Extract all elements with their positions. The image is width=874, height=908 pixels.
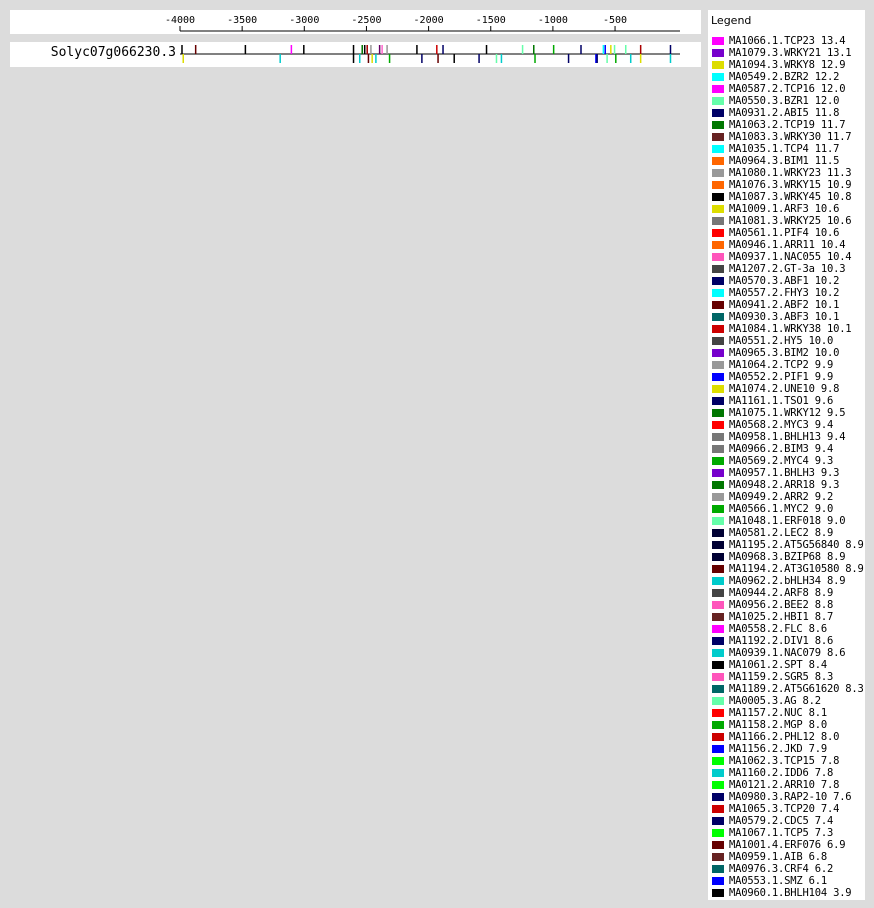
- binding-site-mark[interactable]: [478, 54, 480, 63]
- legend-label: MA0552.2.PIF1 9.9: [729, 371, 834, 383]
- legend-swatch: [712, 85, 724, 93]
- legend-panel: [708, 10, 865, 900]
- legend-item[interactable]: [712, 887, 864, 899]
- legend-item[interactable]: [712, 599, 864, 611]
- binding-site-mark[interactable]: [442, 45, 444, 54]
- legend-label: MA1076.3.WRKY15 10.9: [729, 179, 852, 191]
- legend-label: MA0964.3.BIM1 11.5: [729, 155, 840, 167]
- legend-swatch: [712, 445, 724, 453]
- legend-label: MA1063.2.TCP19 11.7: [729, 119, 846, 131]
- legend-item[interactable]: [712, 743, 864, 755]
- binding-site-mark[interactable]: [630, 54, 632, 63]
- legend-swatch: [712, 745, 724, 753]
- binding-site-mark[interactable]: [522, 45, 524, 54]
- legend-item[interactable]: [712, 407, 864, 419]
- binding-site-mark[interactable]: [359, 54, 361, 63]
- legend-swatch: [712, 673, 724, 681]
- legend-label: MA1156.2.JKD 7.9: [729, 743, 827, 755]
- legend-swatch: [712, 685, 724, 693]
- legend-label: MA1084.1.WRKY38 10.1: [729, 323, 852, 335]
- legend-label: MA1094.3.WRKY8 12.9: [729, 59, 846, 71]
- legend-label: MA1025.2.HBI1 8.7: [729, 611, 834, 623]
- legend-label: MA0956.2.BEE2 8.8: [729, 599, 834, 611]
- legend-label: MA0005.3.AG 8.2: [729, 695, 821, 707]
- legend-item[interactable]: [712, 191, 864, 203]
- legend-label: MA0587.2.TCP16 12.0: [729, 83, 846, 95]
- legend-item[interactable]: [712, 227, 864, 239]
- binding-site-mark[interactable]: [361, 45, 363, 54]
- legend-swatch: [712, 385, 724, 393]
- binding-site-mark[interactable]: [453, 54, 455, 63]
- legend-item[interactable]: [712, 203, 864, 215]
- legend-label: MA0980.3.RAP2-10 7.6: [729, 791, 852, 803]
- legend-swatch: [712, 601, 724, 609]
- axis-tick-label: -1000: [537, 15, 568, 26]
- binding-site-mark[interactable]: [353, 45, 355, 54]
- legend-swatch: [712, 469, 724, 477]
- legend-swatch: [712, 337, 724, 345]
- legend-label: MA1066.1.TCP23 13.4: [729, 35, 846, 47]
- legend-label: MA0557.2.FHY3 10.2: [729, 287, 840, 299]
- legend-swatch: [712, 121, 724, 129]
- axis-tick-label: -3000: [289, 15, 320, 26]
- legend-swatch: [712, 409, 724, 417]
- binding-site-mark[interactable]: [640, 45, 642, 54]
- binding-site-mark[interactable]: [670, 45, 672, 54]
- legend-item[interactable]: [712, 779, 864, 791]
- legend-label: MA0962.2.bHLH34 8.9: [729, 575, 846, 587]
- legend-swatch: [712, 217, 724, 225]
- legend-swatch: [712, 757, 724, 765]
- legend-item[interactable]: [712, 155, 864, 167]
- legend-label: MA0957.1.BHLH3 9.3: [729, 467, 840, 479]
- binding-site-mark[interactable]: [181, 45, 183, 54]
- legend-swatch: [712, 649, 724, 657]
- position-axis: [10, 10, 701, 34]
- binding-site-mark[interactable]: [279, 54, 281, 63]
- legend-swatch: [712, 145, 724, 153]
- binding-site-mark[interactable]: [303, 45, 305, 54]
- legend-item[interactable]: [712, 35, 864, 47]
- legend-swatch: [712, 397, 724, 405]
- legend-swatch: [712, 889, 724, 897]
- legend-label: MA1192.2.DIV1 8.6: [729, 635, 834, 647]
- legend-label: MA1048.1.ERF018 9.0: [729, 515, 846, 527]
- legend-swatch: [712, 205, 724, 213]
- legend-swatch: [712, 181, 724, 189]
- binding-site-mark[interactable]: [386, 45, 388, 54]
- binding-site-mark[interactable]: [640, 54, 642, 63]
- binding-site-mark[interactable]: [553, 45, 555, 54]
- legend-label: MA1075.1.WRKY12 9.5: [729, 407, 846, 419]
- legend-item[interactable]: [712, 347, 864, 359]
- legend-label: MA0569.2.MYC4 9.3: [729, 455, 834, 467]
- binding-site-mark[interactable]: [416, 45, 418, 54]
- legend-swatch: [712, 61, 724, 69]
- legend-swatch: [712, 529, 724, 537]
- legend-item[interactable]: [712, 323, 864, 335]
- legend-item[interactable]: [712, 383, 864, 395]
- binding-site-mark[interactable]: [534, 54, 536, 63]
- legend-item[interactable]: [712, 875, 864, 887]
- legend-label: MA0939.1.NAC079 8.6: [729, 647, 846, 659]
- binding-site-mark[interactable]: [437, 54, 439, 63]
- legend-item[interactable]: [712, 95, 864, 107]
- legend-swatch: [712, 73, 724, 81]
- binding-site-mark[interactable]: [364, 45, 366, 54]
- binding-site-mark[interactable]: [501, 54, 503, 63]
- legend-item[interactable]: [712, 419, 864, 431]
- legend-swatch: [712, 769, 724, 777]
- legend-swatch: [712, 553, 724, 561]
- legend-swatch: [712, 49, 724, 57]
- legend-swatch: [712, 265, 724, 273]
- legend-label: MA0549.2.BZR2 12.2: [729, 71, 840, 83]
- binding-site-mark[interactable]: [245, 45, 247, 54]
- legend-swatch: [712, 565, 724, 573]
- legend-item[interactable]: [712, 467, 864, 479]
- legend-swatch: [712, 109, 724, 117]
- legend-item[interactable]: [712, 443, 864, 455]
- legend-label: MA0948.2.ARR18 9.3: [729, 479, 840, 491]
- legend-swatch: [712, 157, 724, 165]
- legend-item[interactable]: [712, 179, 864, 191]
- legend-item[interactable]: [712, 143, 864, 155]
- legend-label: MA1207.2.GT-3a 10.3: [729, 263, 846, 275]
- legend-title: Legend: [711, 14, 752, 27]
- legend-swatch: [712, 313, 724, 321]
- binding-site-mark[interactable]: [195, 45, 197, 54]
- legend-swatch: [712, 709, 724, 717]
- axis-tick-label: -500: [603, 15, 628, 26]
- legend-item[interactable]: [712, 335, 864, 347]
- legend-item[interactable]: [712, 311, 864, 323]
- legend-swatch: [712, 361, 724, 369]
- legend-item[interactable]: [712, 707, 864, 719]
- binding-site-mark[interactable]: [375, 54, 377, 63]
- legend-swatch: [712, 493, 724, 501]
- legend-item[interactable]: [712, 167, 864, 179]
- legend-label: MA0550.3.BZR1 12.0: [729, 95, 840, 107]
- binding-site-mark[interactable]: [580, 45, 582, 54]
- legend-swatch: [712, 97, 724, 105]
- legend-label: MA0553.1.SMZ 6.1: [729, 875, 827, 887]
- legend-item[interactable]: [712, 803, 864, 815]
- legend-label: MA0968.3.BZIP68 8.9: [729, 551, 846, 563]
- legend-item[interactable]: [712, 287, 864, 299]
- gene-name-label: Solyc07g066230.3: [50, 45, 176, 60]
- legend-item[interactable]: [712, 59, 864, 71]
- legend-swatch: [712, 541, 724, 549]
- legend-item[interactable]: [712, 275, 864, 287]
- legend-swatch: [712, 277, 724, 285]
- legend-swatch: [712, 517, 724, 525]
- legend-label: MA0966.2.BIM3 9.4: [729, 443, 834, 455]
- legend-item[interactable]: [712, 767, 864, 779]
- legend-label: MA0937.1.NAC055 10.4: [729, 251, 852, 263]
- legend-swatch: [712, 733, 724, 741]
- binding-site-mark[interactable]: [614, 45, 616, 54]
- legend-item[interactable]: [712, 539, 864, 551]
- legend-label: MA0566.1.MYC2 9.0: [729, 503, 834, 515]
- legend-swatch: [712, 817, 724, 825]
- legend-item[interactable]: [712, 239, 864, 251]
- legend-item[interactable]: [712, 863, 864, 875]
- binding-site-mark[interactable]: [496, 54, 498, 63]
- legend-item[interactable]: [712, 839, 864, 851]
- legend-label: MA0946.1.ARR11 10.4: [729, 239, 846, 251]
- legend-label: MA1080.1.WRKY23 11.3: [729, 167, 852, 179]
- legend-item[interactable]: [712, 515, 864, 527]
- legend-swatch: [712, 241, 724, 249]
- legend-label: MA1157.2.NUC 8.1: [729, 707, 827, 719]
- legend-label: MA0121.2.ARR10 7.8: [729, 779, 840, 791]
- legend-label: MA0551.2.HY5 10.0: [729, 335, 834, 347]
- legend-item[interactable]: [712, 611, 864, 623]
- binding-site-mark[interactable]: [568, 54, 570, 63]
- legend-item[interactable]: [712, 131, 864, 143]
- legend-label: MA1166.2.PHL12 8.0: [729, 731, 840, 743]
- binding-site-mark[interactable]: [610, 45, 612, 54]
- binding-site-mark[interactable]: [533, 45, 535, 54]
- legend-item[interactable]: [712, 827, 864, 839]
- binding-site-mark[interactable]: [615, 54, 617, 63]
- legend-item[interactable]: [712, 695, 864, 707]
- legend-swatch: [712, 325, 724, 333]
- legend-swatch: [712, 829, 724, 837]
- legend-label: MA1062.3.TCP15 7.8: [729, 755, 840, 767]
- legend-item[interactable]: [712, 479, 864, 491]
- legend-label: MA0960.1.BHLH104 3.9: [729, 887, 852, 899]
- legend-item[interactable]: [712, 719, 864, 731]
- legend-label: MA1079.3.WRKY21 13.1: [729, 47, 852, 59]
- legend-label: MA1161.1.TSO1 9.6: [729, 395, 834, 407]
- legend-swatch: [712, 301, 724, 309]
- position-axis-panel: [10, 10, 701, 34]
- legend-label: MA0949.2.ARR2 9.2: [729, 491, 834, 503]
- legend-label: MA1064.2.TCP2 9.9: [729, 359, 834, 371]
- binding-site-mark[interactable]: [604, 45, 606, 54]
- legend-label: MA1160.2.IDD6 7.8: [729, 767, 834, 779]
- legend-label: MA0941.2.ABF2 10.1: [729, 299, 840, 311]
- legend-label: MA1065.3.TCP20 7.4: [729, 803, 840, 815]
- legend-item[interactable]: [712, 731, 864, 743]
- legend-label: MA1087.3.WRKY45 10.8: [729, 191, 852, 203]
- legend-swatch: [712, 229, 724, 237]
- legend-label: MA1159.2.SGR5 8.3: [729, 671, 834, 683]
- binding-site-mark[interactable]: [370, 45, 372, 54]
- axis-tick-label: -2000: [413, 15, 444, 26]
- legend-swatch: [712, 421, 724, 429]
- binding-site-mark[interactable]: [368, 54, 370, 63]
- legend-swatch: [712, 589, 724, 597]
- binding-site-mark[interactable]: [291, 45, 293, 54]
- binding-site-mark[interactable]: [670, 54, 672, 63]
- binding-site-mark[interactable]: [182, 54, 184, 63]
- legend-item[interactable]: [712, 755, 864, 767]
- gene-track-panel: [10, 42, 701, 67]
- legend-item[interactable]: [712, 671, 864, 683]
- binding-site-mark[interactable]: [436, 45, 438, 54]
- legend-item[interactable]: [712, 47, 864, 59]
- legend-item[interactable]: [712, 791, 864, 803]
- binding-site-mark[interactable]: [625, 45, 627, 54]
- binding-site-mark[interactable]: [596, 54, 598, 63]
- legend-label: MA0579.2.CDC5 7.4: [729, 815, 834, 827]
- legend-label: MA1009.1.ARF3 10.6: [729, 203, 840, 215]
- binding-site-mark[interactable]: [603, 45, 605, 54]
- legend-swatch: [712, 289, 724, 297]
- legend-label: MA0558.2.FLC 8.6: [729, 623, 827, 635]
- legend-swatch: [712, 781, 724, 789]
- binding-site-mark[interactable]: [379, 45, 381, 54]
- legend-item[interactable]: [712, 299, 864, 311]
- legend-swatch: [712, 373, 724, 381]
- legend-item[interactable]: [712, 263, 864, 275]
- axis-tick-label: -3500: [227, 15, 258, 26]
- legend-swatch: [712, 577, 724, 585]
- legend-swatch: [712, 133, 724, 141]
- legend-label: MA0965.3.BIM2 10.0: [729, 347, 840, 359]
- legend-label: MA0958.1.BHLH13 9.4: [729, 431, 846, 443]
- legend-swatch: [712, 481, 724, 489]
- legend-item[interactable]: [712, 395, 864, 407]
- axis-tick-label: -1500: [475, 15, 506, 26]
- legend-label: MA1001.4.ERF076 6.9: [729, 839, 846, 851]
- legend-swatch: [712, 253, 724, 261]
- legend-swatch: [712, 661, 724, 669]
- binding-site-mark[interactable]: [389, 54, 391, 63]
- legend-label: MA1061.2.SPT 8.4: [729, 659, 827, 671]
- legend-label: MA0959.1.AIB 6.8: [729, 851, 827, 863]
- axis-tick-label: -4000: [164, 15, 196, 26]
- binding-site-mark[interactable]: [353, 54, 355, 63]
- legend-swatch: [712, 613, 724, 621]
- legend-list: [712, 35, 864, 899]
- legend-item[interactable]: [712, 491, 864, 503]
- legend-label: MA0931.2.ABI5 11.8: [729, 107, 840, 119]
- legend-swatch: [712, 169, 724, 177]
- legend-swatch: [712, 37, 724, 45]
- legend-item[interactable]: [712, 647, 864, 659]
- legend-label: MA1081.3.WRKY25 10.6: [729, 215, 852, 227]
- legend-item[interactable]: [712, 359, 864, 371]
- legend-swatch: [712, 457, 724, 465]
- legend-item[interactable]: [712, 119, 864, 131]
- legend-item[interactable]: [712, 563, 864, 575]
- legend-swatch: [712, 193, 724, 201]
- legend-item[interactable]: [712, 527, 864, 539]
- legend-item[interactable]: [712, 215, 864, 227]
- legend-label: MA1189.2.AT5G61620 8.3: [729, 683, 864, 695]
- legend-swatch: [712, 625, 724, 633]
- legend-item[interactable]: [712, 431, 864, 443]
- axis-tick-label: -2500: [351, 15, 382, 26]
- legend-label: MA0568.2.MYC3 9.4: [729, 419, 834, 431]
- legend-label: MA1067.1.TCP5 7.3: [729, 827, 834, 839]
- legend-item[interactable]: [712, 503, 864, 515]
- legend-swatch: [712, 865, 724, 873]
- legend-swatch: [712, 805, 724, 813]
- legend-item[interactable]: [712, 107, 864, 119]
- legend-label: MA0570.3.ABF1 10.2: [729, 275, 840, 287]
- legend-swatch: [712, 721, 724, 729]
- binding-site-mark[interactable]: [421, 54, 423, 63]
- legend-item[interactable]: [712, 587, 864, 599]
- legend-item[interactable]: [712, 251, 864, 263]
- legend-item[interactable]: [712, 815, 864, 827]
- legend-item[interactable]: [712, 635, 864, 647]
- legend-item[interactable]: [712, 851, 864, 863]
- legend-label: MA1158.2.MGP 8.0: [729, 719, 827, 731]
- legend-swatch: [712, 349, 724, 357]
- legend-swatch: [712, 793, 724, 801]
- legend-item[interactable]: [712, 575, 864, 587]
- binding-site-mark[interactable]: [371, 54, 373, 63]
- legend-item[interactable]: [712, 371, 864, 383]
- legend-label: MA1083.3.WRKY30 11.7: [729, 131, 852, 143]
- binding-site-mark[interactable]: [606, 54, 608, 63]
- legend-swatch: [712, 637, 724, 645]
- binding-site-track: [10, 42, 701, 67]
- legend-item[interactable]: [712, 83, 864, 95]
- legend-swatch: [712, 877, 724, 885]
- legend-item[interactable]: [712, 683, 864, 695]
- legend-label: MA0561.1.PIF4 10.6: [729, 227, 840, 239]
- legend-label: MA0930.3.ABF3 10.1: [729, 311, 840, 323]
- legend-item[interactable]: [712, 71, 864, 83]
- binding-site-mark[interactable]: [366, 45, 368, 54]
- legend-swatch: [712, 433, 724, 441]
- legend-label: MA1194.2.AT3G10580 8.9: [729, 563, 864, 575]
- legend-swatch: [712, 505, 724, 513]
- legend-swatch: [712, 853, 724, 861]
- legend-label: MA0944.2.ARF8 8.9: [729, 587, 834, 599]
- legend-swatch: [712, 697, 724, 705]
- legend-item[interactable]: [712, 623, 864, 635]
- legend-label: MA1035.1.TCP4 11.7: [729, 143, 840, 155]
- binding-site-mark[interactable]: [381, 45, 383, 54]
- legend-label: MA0976.3.CRF4 6.2: [729, 863, 834, 875]
- legend-label: MA1074.2.UNE10 9.8: [729, 383, 840, 395]
- legend-item[interactable]: [712, 455, 864, 467]
- legend-label: MA0581.2.LEC2 8.9: [729, 527, 834, 539]
- binding-site-mark[interactable]: [486, 45, 488, 54]
- legend-swatch: [712, 841, 724, 849]
- legend-item[interactable]: [712, 659, 864, 671]
- legend-item[interactable]: [712, 551, 864, 563]
- legend-label: MA1195.2.AT5G56840 8.9: [729, 539, 864, 551]
